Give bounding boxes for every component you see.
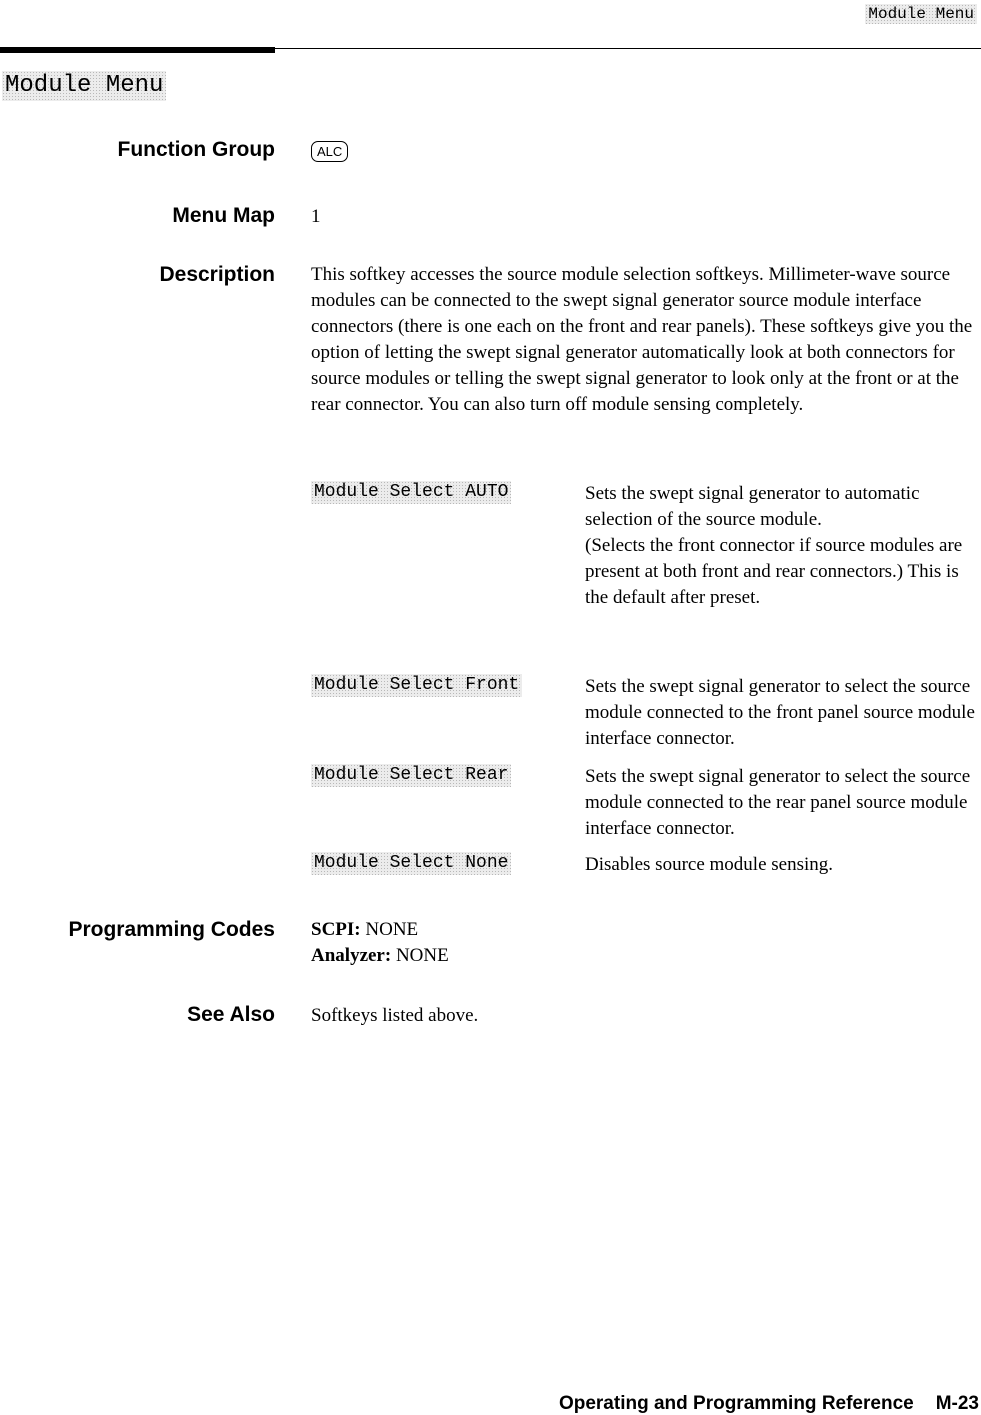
- analyzer-label: Analyzer:: [311, 945, 392, 966]
- softkey-description-note: (Selects the front connector if source modules are present at both front and rear connectors.) This is the default after preset.: [585, 535, 963, 608]
- scpi-line: [311, 917, 449, 943]
- see-also-text: Softkeys listed above.: [311, 1005, 479, 1026]
- menu-map-label: Menu Map: [172, 204, 275, 227]
- analyzer-line: [311, 943, 449, 969]
- programming-codes-label: Programming Codes: [68, 918, 275, 941]
- see-also-label: See Also: [187, 1003, 275, 1026]
- softkey-module-select-none: Module Select None: [311, 852, 511, 875]
- softkey-description: Sets the swept signal generator to select the source module connected to the rear panel source module interface connector.: [585, 766, 971, 839]
- function-group-label: Function Group: [117, 138, 275, 161]
- softkey-description-text: Sets the swept signal generator to automatic selection of the source module.: [585, 483, 920, 530]
- scpi-value: NONE: [365, 919, 419, 940]
- programming-codes: [311, 917, 449, 969]
- menu-map-value: 1: [311, 206, 321, 227]
- description-label: Description: [159, 263, 275, 286]
- alc-hardkey: ALC: [311, 141, 348, 162]
- analyzer-value: NONE: [395, 945, 449, 966]
- running-header: Module Menu: [865, 4, 977, 24]
- page-number: M-23: [935, 1393, 979, 1414]
- softkey-module-select-rear: Module Select Rear: [311, 764, 511, 787]
- softkey-module-select-front: Module Select Front: [311, 674, 522, 697]
- page-footer: [559, 1393, 979, 1415]
- scpi-label: SCPI:: [311, 919, 361, 940]
- softkey-description: Sets the swept signal generator to select the source module connected to the front panel source module interface connector.: [585, 676, 975, 749]
- page-title: Module Menu: [2, 71, 166, 101]
- softkey-description: [585, 481, 979, 611]
- footer-title: Operating and Programming Reference: [558, 1393, 914, 1414]
- softkey-description: Disables source module sensing.: [585, 854, 834, 875]
- header-rule-thick: [0, 47, 275, 53]
- description-text: This softkey accesses the source module selection softkeys. Millimeter-wave source modules can be connected to the swept signal generator source module interface connectors (there is one each on the front and rear panels). These softkeys give you the option of letting the swept signal generator automatically look at both connectors for source modules or telling the swept signal generator to look only at the front or at the rear connector. You can also turn off module sensing completely.: [311, 264, 973, 415]
- softkey-module-select-auto: Module Select AUTO: [311, 481, 511, 504]
